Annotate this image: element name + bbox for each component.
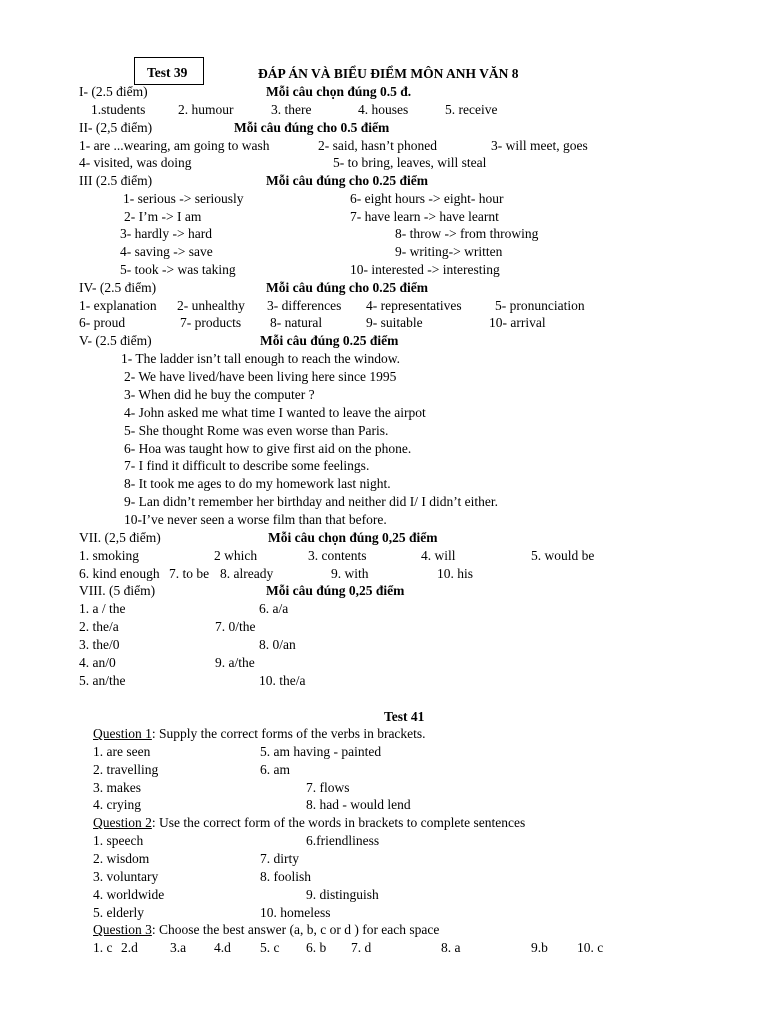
- answer-item: 8. 0/an: [259, 637, 296, 652]
- answer-item: 10. c: [577, 940, 604, 955]
- answer-sentence: 3- When did he buy the computer ?: [124, 387, 315, 402]
- answer-item: 2- said, hasn’t phoned: [318, 138, 437, 153]
- answer-item: 4. houses: [358, 102, 409, 117]
- document-title: ĐÁP ÁN VÀ BIỂU ĐIỂM MÔN ANH VĂN 8: [258, 66, 519, 81]
- question-2-instruction: [93, 816, 525, 830]
- question-1-instruction: [93, 727, 426, 741]
- question-1-text: : Supply the correct forms of the verbs in brackets.: [151, 726, 426, 741]
- answer-item: 4. an/0: [79, 655, 116, 670]
- answer-item: 8. already: [220, 566, 274, 581]
- answer-item: 8- natural: [270, 315, 323, 330]
- answer-item: 2 which: [214, 548, 258, 563]
- answer-item: 6. am: [260, 762, 290, 777]
- answer-item: 8. had - would lend: [306, 797, 411, 812]
- answer-item: 6. kind enough: [79, 566, 160, 581]
- section-heading: III (2.5 điểm): [79, 173, 153, 188]
- answer-sentence: 4- John asked me what time I wanted to leave the airpot: [124, 405, 426, 420]
- answer-item: 4- saving -> save: [120, 244, 213, 259]
- answer-item: 7- have learn -> have learnt: [350, 209, 499, 224]
- answer-item: 10- arrival: [489, 315, 546, 330]
- answer-item: 3. makes: [93, 780, 141, 795]
- answer-item: 5. am having - painted: [260, 744, 382, 759]
- answer-item: 5. c: [260, 940, 280, 955]
- answer-sentence: 6- Hoa was taught how to give first aid on the phone.: [124, 441, 412, 456]
- section-note: Mỗi câu đúng 0,25 điểm: [266, 583, 405, 598]
- answer-item: 4. crying: [93, 797, 141, 812]
- answer-item: 10. his: [437, 566, 474, 581]
- answer-item: 1. speech: [93, 833, 144, 848]
- answer-item: 4. will: [421, 548, 456, 563]
- answer-item: 2. the/a: [79, 619, 119, 634]
- section-heading: VIII. (5 điểm): [79, 583, 156, 598]
- answer-sentence: 1- The ladder isn’t tall enough to reach the window.: [121, 351, 401, 366]
- answer-item: 1- explanation: [79, 298, 157, 313]
- section-note: Mỗi câu đúng 0.25 điểm: [260, 333, 399, 348]
- answer-item: 7- products: [180, 315, 242, 330]
- answer-item: 9. with: [331, 566, 369, 581]
- answer-item: 4- representatives: [366, 298, 462, 313]
- answer-item: 2. humour: [178, 102, 234, 117]
- section-note: Mỗi câu đúng cho 0.5 điểm: [234, 120, 390, 135]
- answer-item: 5. elderly: [93, 905, 144, 920]
- answer-item: 7. 0/the: [215, 619, 256, 634]
- answer-item: 5- took -> was taking: [120, 262, 236, 277]
- answer-item: 2.d: [121, 940, 138, 955]
- section-heading: VII. (2,5 điểm): [79, 530, 161, 545]
- question-1-label: Question 1: [93, 726, 152, 741]
- answer-item: 10. homeless: [260, 905, 331, 920]
- answer-item: 6. b: [306, 940, 327, 955]
- question-3-text: : Choose the best answer (a, b, c or d ) for each space: [151, 922, 440, 937]
- section-heading: II- (2,5 điểm): [79, 120, 153, 135]
- answer-item: 3. the/0: [79, 637, 120, 652]
- test-label: Test 39: [147, 65, 188, 80]
- section-note: Mỗi câu đúng cho 0.25 điểm: [266, 173, 429, 188]
- answer-item: 2- unhealthy: [177, 298, 245, 313]
- answer-item: 1. are seen: [93, 744, 151, 759]
- answer-item: 10- interested -> interesting: [350, 262, 500, 277]
- answer-item: 4- visited, was doing: [79, 155, 192, 170]
- answer-item: 2. wisdom: [93, 851, 150, 866]
- answer-item: 7. flows: [306, 780, 350, 795]
- answer-sentence: 10-I’ve never seen a worse film than that before.: [124, 512, 387, 527]
- question-3-instruction: [93, 923, 439, 937]
- answer-item: 5- pronunciation: [495, 298, 585, 313]
- answer-item: 7. dirty: [260, 851, 299, 866]
- answer-item: 9- writing-> written: [395, 244, 503, 259]
- section-heading: I- (2.5 điểm): [79, 84, 148, 99]
- section-heading: V- (2.5 điểm): [79, 333, 152, 348]
- section-heading: IV- (2.5 điểm): [79, 280, 157, 295]
- question-2-label: Question 2: [93, 815, 152, 830]
- answer-item: 4.d: [214, 940, 231, 955]
- answer-item: 3. voluntary: [93, 869, 159, 884]
- answer-sentence: 8- It took me ages to do my homework last night.: [124, 476, 391, 491]
- answer-item: 1- are ...wearing, am going to wash: [79, 138, 270, 153]
- answer-item: 9- suitable: [366, 315, 423, 330]
- test-41-title: Test 41: [384, 709, 425, 724]
- answer-item: 2. travelling: [93, 762, 159, 777]
- answer-item: 5. receive: [445, 102, 498, 117]
- answer-item: 1. c: [93, 940, 113, 955]
- answer-item: 5. an/the: [79, 673, 126, 688]
- answer-item: 9. a/the: [215, 655, 255, 670]
- answer-item: 2- I’m -> I am: [124, 209, 202, 224]
- answer-item: 1. a / the: [79, 601, 126, 616]
- answer-item: 5- to bring, leaves, will steal: [333, 155, 487, 170]
- question-3-label: Question 3: [93, 922, 152, 937]
- test-label-box: [134, 57, 204, 85]
- answer-item: 6.friendliness: [306, 833, 380, 848]
- answer-item: 4. worldwide: [93, 887, 165, 902]
- answer-sentence: 7- I find it difficult to describe some feelings.: [124, 458, 370, 473]
- section-note: Mỗi câu đúng cho 0.25 điểm: [266, 280, 429, 295]
- answer-item: 1. smoking: [79, 548, 140, 563]
- answer-item: 10. the/a: [259, 673, 306, 688]
- answer-item: 9.b: [531, 940, 548, 955]
- answer-item: 8. a: [441, 940, 461, 955]
- answer-item: 5. would be: [531, 548, 595, 563]
- answer-sentence: 2- We have lived/have been living here since 1995: [124, 369, 397, 384]
- answer-sentence: 9- Lan didn’t remember her birthday and neither did I/ I didn’t either.: [124, 494, 499, 509]
- answer-sentence: 5- She thought Rome was even worse than Paris.: [124, 423, 389, 438]
- answer-item: 7. d: [351, 940, 372, 955]
- answer-item: 1.students: [91, 102, 146, 117]
- section-note: Mỗi câu chọn đúng 0,25 điểm: [268, 530, 438, 545]
- answer-item: 3- will meet, goes: [491, 138, 588, 153]
- answer-item: 8. foolish: [260, 869, 312, 884]
- answer-item: 3.a: [170, 940, 187, 955]
- answer-item: 6. a/a: [259, 601, 289, 616]
- answer-item: 3. there: [271, 102, 312, 117]
- answer-item: 3- differences: [267, 298, 342, 313]
- section-note: Mỗi câu chọn đúng 0.5 đ.: [266, 84, 412, 99]
- answer-item: 1- serious -> seriously: [123, 191, 244, 206]
- answer-item: 6- eight hours -> eight- hour: [350, 191, 504, 206]
- answer-item: 7. to be: [169, 566, 210, 581]
- answer-item: 6- proud: [79, 315, 126, 330]
- answer-item: 8- throw -> from throwing: [395, 226, 539, 241]
- answer-item: 3- hardly -> hard: [120, 226, 212, 241]
- answer-item: 3. contents: [308, 548, 367, 563]
- question-2-text: : Use the correct form of the words in brackets to complete sentences: [151, 815, 526, 830]
- answer-item: 9. distinguish: [306, 887, 379, 902]
